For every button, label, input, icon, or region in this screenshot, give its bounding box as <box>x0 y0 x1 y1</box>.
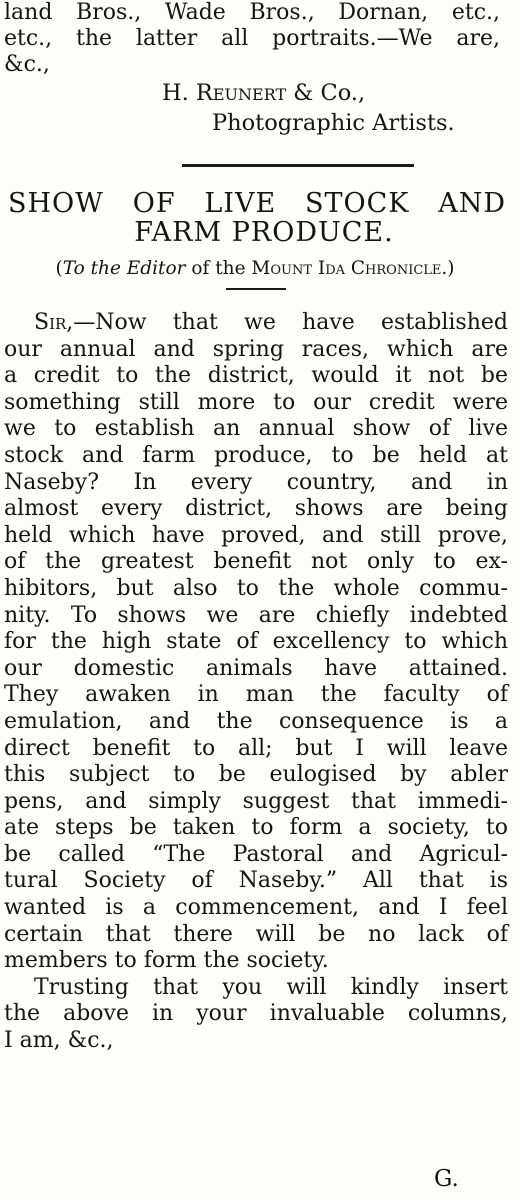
letter-salutation: Sir, <box>34 310 74 335</box>
letter-line: we to establish an annual show of live <box>4 416 508 442</box>
text-line: etc., the latter all portraits.—We are, <box>4 26 500 51</box>
subheading-close-paren: ) <box>447 258 455 279</box>
closing-line: Trusting that you will kindly insert <box>34 974 508 1000</box>
letter-line: almost every district, shows are being <box>4 496 508 522</box>
letter-line: for the high state of excellency to which <box>4 629 508 655</box>
letter-closing <box>4 975 508 1055</box>
article-headline-line2: FARM PRODUCE. <box>134 217 394 248</box>
signature-name-smallcaps: eunert <box>212 80 287 106</box>
closing-line: I am, &c., <box>4 1028 114 1054</box>
letter-body <box>4 310 508 975</box>
previous-letter-signature <box>34 78 494 138</box>
section-divider <box>182 164 414 167</box>
signature-title: Photographic Artists. <box>212 110 455 136</box>
letter-signoff: G. <box>434 1166 459 1192</box>
letter-line: nity. To shows we are chiefly indebted <box>4 602 508 628</box>
letter-line: a credit to the district, would it not be <box>4 363 508 389</box>
heading-underline <box>226 288 286 290</box>
previous-letter-ending <box>4 0 500 78</box>
subheading-open-paren: ( <box>55 258 63 279</box>
signature-name: H. Reunert & Co., <box>162 80 366 106</box>
subheading-of: of the <box>185 258 252 279</box>
article-subheading <box>4 256 506 282</box>
letter-line: pens, and simply suggest that immedi- <box>4 788 508 814</box>
letter-line: stock and farm produce, to be held at <box>4 442 508 468</box>
letter-line: something still more to our credit were <box>4 389 508 415</box>
article-headline-line1: SHOW OF LIVE STOCK AND <box>8 188 506 219</box>
letter-line: members to form the society. <box>4 948 329 974</box>
letter-line: certain that there will be no lack of <box>4 921 508 947</box>
letter-line: held which have proved, and still prove, <box>4 522 508 548</box>
letter-first-line <box>4 310 508 337</box>
letter-first-line-text: —Now that we have established <box>73 310 508 335</box>
letter-line: tural Society of Naseby.” All that is <box>4 868 508 894</box>
letter-line: our domestic animals have attained. <box>4 655 508 681</box>
letter-line: They awaken in man the faculty of <box>4 682 508 708</box>
closing-line: the above in your invaluable columns, <box>4 1001 508 1027</box>
subheading-italic: To the Editor <box>62 258 186 279</box>
letter-line: of the greatest benefit not only to ex- <box>4 549 508 575</box>
letter-line: be called “The Pastoral and Agricul- <box>4 841 508 867</box>
letter-line: hibitors, but also to the whole commu- <box>4 575 508 601</box>
subheading-newspaper: Mount Ida Chronicle. <box>251 258 448 279</box>
letter-line: Naseby? In every country, and in <box>4 469 508 495</box>
text-line: &c., <box>4 52 50 77</box>
letter-line: emulation, and the consequence is a <box>4 708 508 734</box>
letter-line: ate steps be taken to form a society, to <box>4 815 508 841</box>
text-line: land Bros., Wade Bros., Dornan, etc., <box>4 0 500 25</box>
letter-line: direct benefit to all; but I will leave <box>4 735 508 761</box>
letter-line: wanted is a commencement, and I feel <box>4 895 508 921</box>
letter-line: our annual and spring races, which are <box>4 336 508 362</box>
letter-line: this subject to be eulogised by abler <box>4 762 508 788</box>
